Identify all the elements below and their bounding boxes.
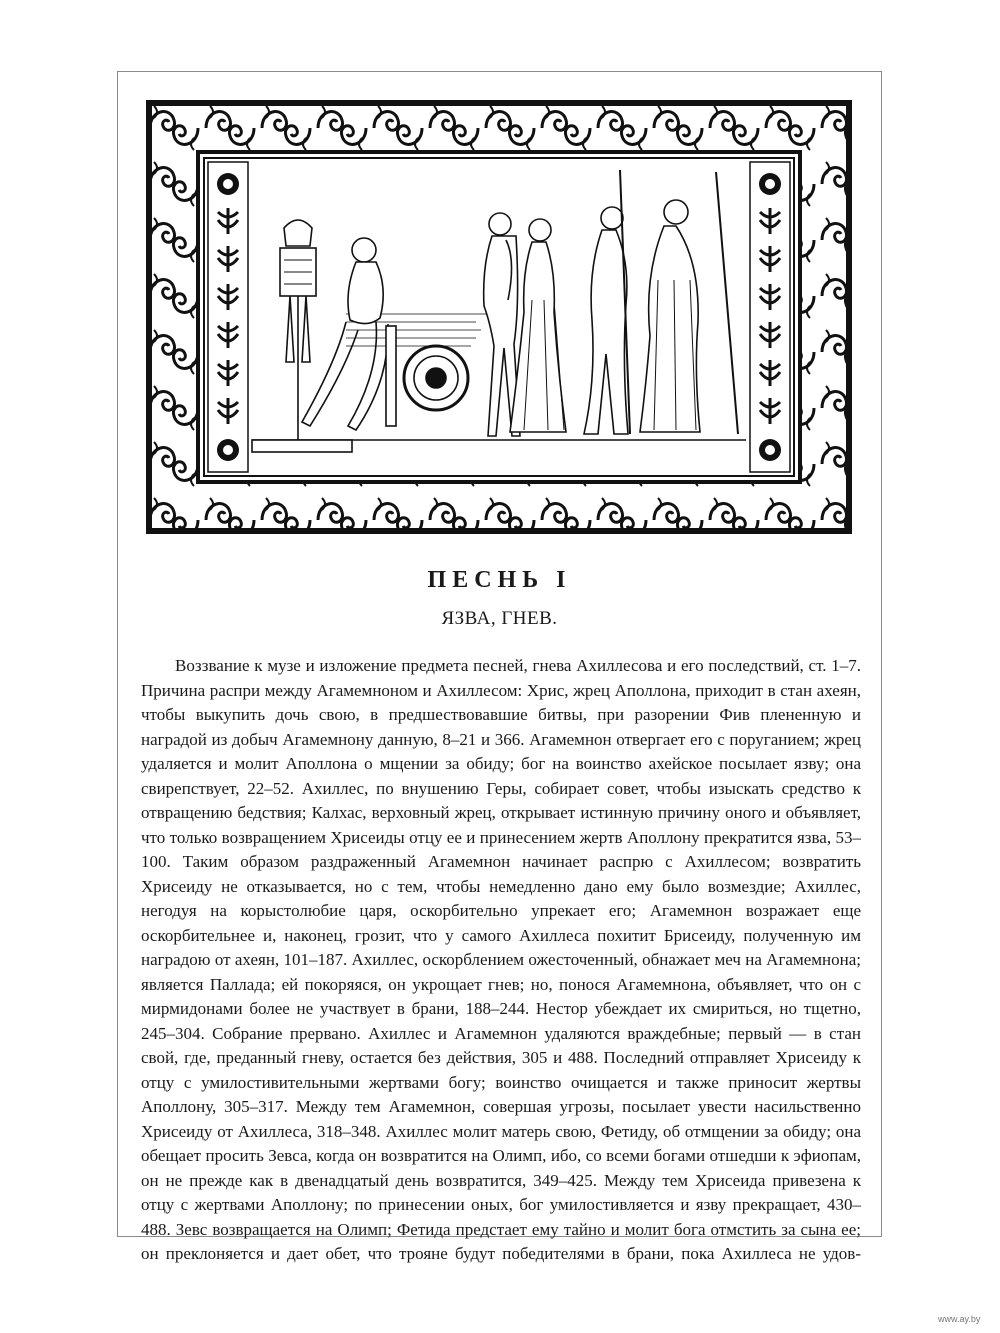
ornamental-frame bbox=[146, 100, 852, 534]
watermark: www.ay.by bbox=[938, 1314, 981, 1324]
left-rosette-column bbox=[208, 162, 248, 472]
book-page bbox=[117, 71, 882, 1263]
chapter-subtitle: ЯЗВА, ГНЕВ. bbox=[441, 608, 558, 629]
chapter-summary bbox=[141, 654, 861, 1267]
chapter-title: ПЕСНЬ I bbox=[427, 567, 572, 593]
summary-paragraph: Воззвание к музе и изложение предмета песней, гнева Ахиллесова и его последствий, ст. 1–7. Причина распри между Агамемноном и Ахиллесом: Хрис, жрец Аполлона, приходит в стан ахеян, чтобы выкупить дочь свою, в предшествовавшие битвы, при разорении Фив плененную и наградой из добыч Агамемнону данную, 8–21 и 366. Агамемнон отвергает его с поруганием; жрец удаляется и молит Аполлона о мщении за обиду; бог на воинство ахейское посылает язву; она свирепствует, 22–52. Ахиллес, по внушению Геры, собирает совет, чтобы изыскать средство к отвращению бедствия; Калхас, верховный жрец, открывает истинную причину оного и объявляет, что только возвращением Хрисеиды отцу ее и принесением жертв Аполлону прекратится язва, 53–100. Таким образом раздраженный Агамемнон начинает распрю с Ахиллесом; возвратить Хрисеиду не отказывается, но с тем, чтобы немедленно дано ему было возмездие; Ахиллес, негодуя на корыстолюбие царя, оскорбительно упрекает его; Агамемнон возражает еще оскорбительнее и, наконец, грозит, что у самого Ахиллеса похитит Брисеиду, полученную им наградою от ахеян, 101–187. Ахиллес, оскорблением ожесточенный, обнажает меч на Агамемнона; является Паллада; ей покоряяся, он укрощает гнев; но, понося Агамемнона, объявляет, что он с мирмидонами более не участвует в брани, 188–244. Нестор убеждает их смириться, но тщетно, 245–304. Собрание прервано. Ахиллес и Агамемнон удаляются враждебные; первый — в стан свой, где, преданный гневу, остается без действия, 305 и 488. Последний отправляет Хрисеиду к отцу с умилостивительными жертвами богу; воинство очищается и также приносит жертвы Аполлону, 305–317. Между тем Агамемнон, совершая угрозы, посылает увести насильственно Хрисеиду от Ахиллеса, 318–348. Ахиллес молит матерь свою, Фетиду, об отмщении за обиду; она обещает просить Зевса, когда он возвратится на Олимп, ибо, со всеми богами отшедши к эфиопам, он не прежде как в двенадцатый день возвратится, 349–425. Между тем Хрисеида привезена к отцу с жертвами Аполлону; по принесении оных, бог умилостивляется и язву прекращает, 430–488. Зевс возвращается на Олимп; Фетида предстает ему тайно и молит бога отмстить за сына ее; он преклоняется и дает обет, что трояне будут победителями в брани, пока Ахиллеса не удов- bbox=[141, 656, 861, 1263]
right-rosette-column bbox=[750, 162, 790, 472]
